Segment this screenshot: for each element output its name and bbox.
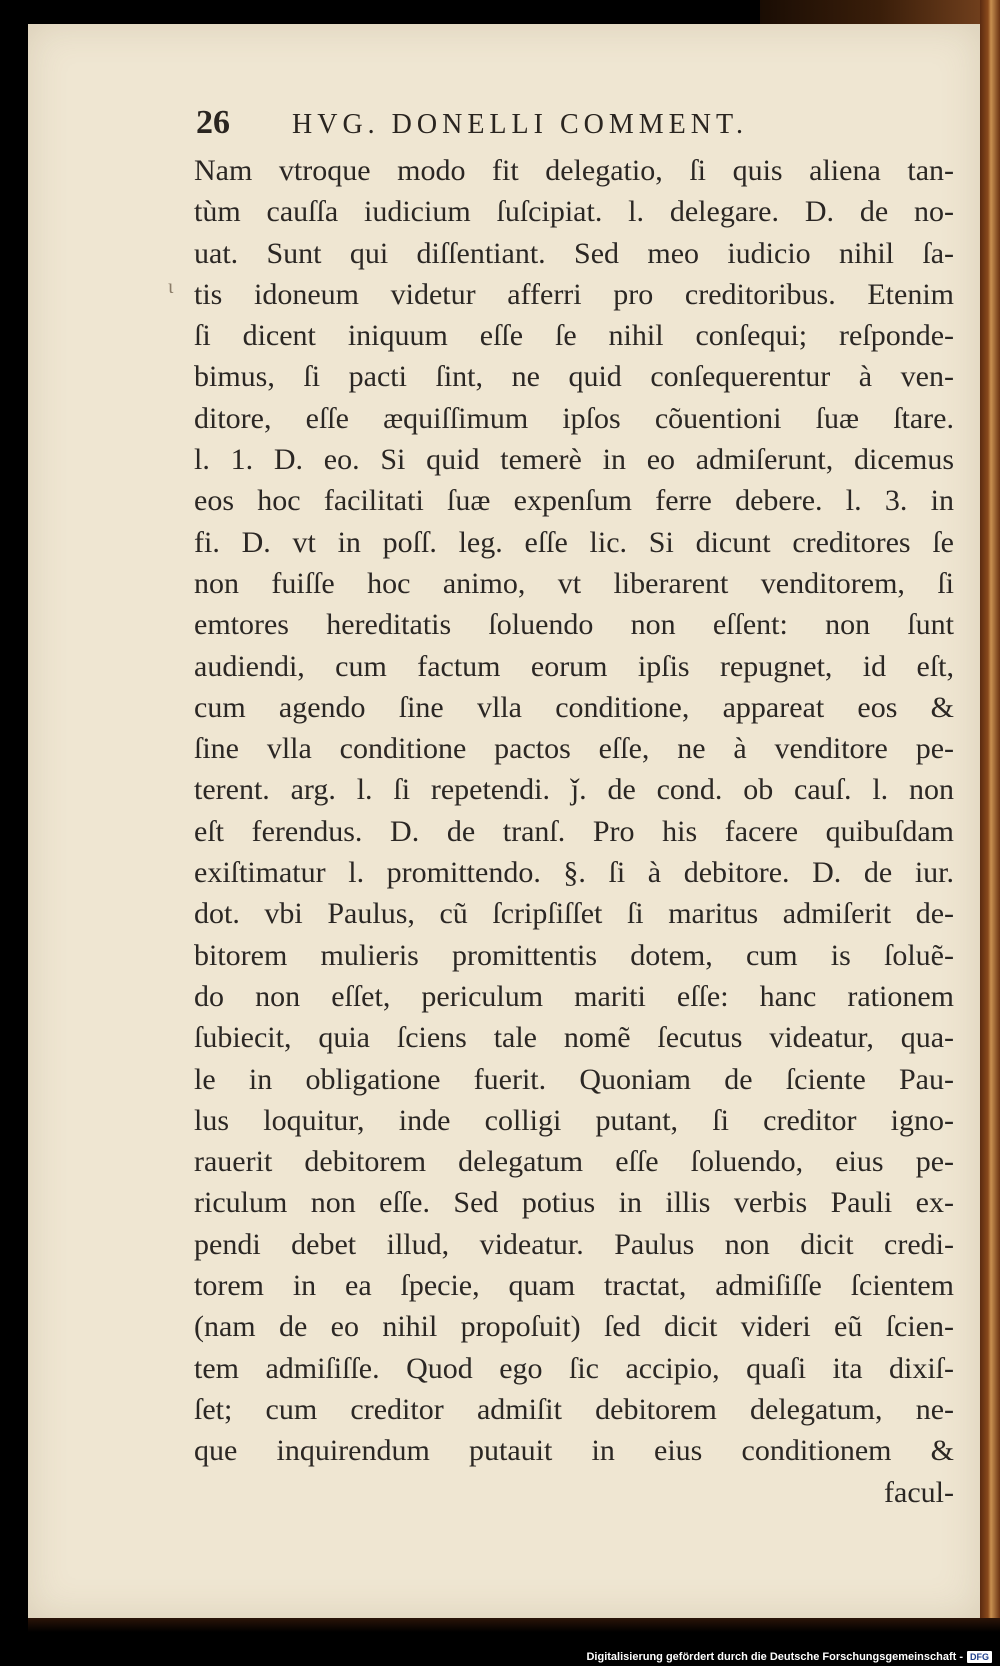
text-line: dot. vbi Paulus, cũ ſcripſiſſet ſi maritus admiſerit de-: [194, 897, 954, 931]
text-line: audiendi, cum factum eorum ipſis repugnet, id eſt,: [194, 649, 954, 683]
text-line: tis idoneum videtur afferri pro creditoribus. Etenim: [194, 277, 954, 311]
text-line: eos hoc facilitati ſuæ expenſum ferre debere. l. 3. in: [194, 484, 954, 518]
digitization-credit: [586, 1651, 992, 1663]
text-line: exiſtimatur l. promittendo. §. ſi à debitore. D. de iur.: [194, 856, 954, 890]
text-line: (nam de eo nihil propoſuit) ſed dicit videri eũ ſcien-: [194, 1310, 954, 1344]
text-line: eſt ferendus. D. de tranſ. Pro his facere quibuſdam: [194, 814, 954, 848]
text-line: ditore, eſſe æquiſſimum ipſos cõuentioni ſuæ ſtare.: [194, 401, 954, 435]
text-line: rauerit debitorem delegatum eſſe ſoluendo, eius pe-: [194, 1145, 954, 1179]
page-number: 26: [196, 104, 230, 141]
text-line: tem admiſiſſe. Quod ego ſic accipio, quaſi ita dixiſ-: [194, 1351, 954, 1385]
text-line: uat. Sunt qui diſſentiant. Sed meo iudicio nihil ſa-: [194, 236, 954, 270]
margin-mark: ι: [168, 276, 174, 298]
text-line: ſet; cum creditor admiſit debitorem delegatum, ne-: [194, 1392, 954, 1426]
text-line: l. 1. D. eo. Si quid temerè in eo admiſerunt, dicemus: [194, 443, 954, 477]
text-line: que inquirendum putauit in eius conditionem &: [194, 1434, 954, 1468]
dfg-logo: DFG: [967, 1651, 992, 1663]
text-line: torem in ea ſpecie, quam tractat, admiſiſſe ſcientem: [194, 1269, 954, 1303]
text-line: ſubiecit, quia ſciens tale nomẽ ſecutus videatur, qua-: [194, 1021, 954, 1055]
book-spine-edge: [980, 0, 1000, 1630]
body-text: [194, 150, 954, 1513]
text-line: emtores hereditatis ſoluendo non eſſent: non ſunt: [194, 608, 954, 642]
text-line: cum agendo ſine vlla conditione, appareat eos &: [194, 690, 954, 724]
running-head: [196, 104, 956, 142]
text-line: terent. arg. l. ſi repetendi. ǰ. de cond. ob cauſ. l. non: [194, 773, 954, 807]
text-line: bimus, ſi pacti ſint, ne quid conſequerentur à ven-: [194, 360, 954, 394]
text-line: do non eſſet, periculum mariti eſſe: hanc rationem: [194, 979, 954, 1013]
text-line: bitorem mulieris promittentis dotem, cum is ſoluẽ-: [194, 938, 954, 972]
text-line: lus loquitur, inde colligi putant, ſi creditor igno-: [194, 1103, 954, 1137]
text-line: riculum non eſſe. Sed potius in illis verbis Pauli ex-: [194, 1186, 954, 1220]
text-line: non fuiſſe hoc animo, vt liberarent venditorem, ſi: [194, 566, 954, 600]
text-line: ſi dicent iniquum eſſe ſe nihil conſequi; reſponde-: [194, 319, 954, 353]
text-line: fi. D. vt in poſſ. leg. eſſe lic. Si dicunt creditores ſe: [194, 525, 954, 559]
text-line: ſine vlla conditione pactos eſſe, ne à venditore pe-: [194, 732, 954, 766]
text-line: le in obligatione fuerit. Quoniam de ſciente Pau-: [194, 1062, 954, 1096]
book-spine-top: [760, 0, 1000, 24]
text-line: tùm cauſſa iudicium ſuſcipiat. l. delegare. D. de no-: [194, 195, 954, 229]
running-title: HVG. DONELLI COMMENT.: [292, 109, 748, 140]
credit-text: Digitalisierung gefördert durch die Deutsche Forschungsgemeinschaft -: [586, 1651, 963, 1663]
text-line: Nam vtroque modo fit delegatio, ſi quis aliena tan-: [194, 154, 954, 187]
catchword: facul-: [884, 1475, 954, 1509]
text-line: pendi debet illud, videatur. Paulus non dicit credi-: [194, 1227, 954, 1261]
page-bottom-edge: [28, 1618, 1000, 1632]
